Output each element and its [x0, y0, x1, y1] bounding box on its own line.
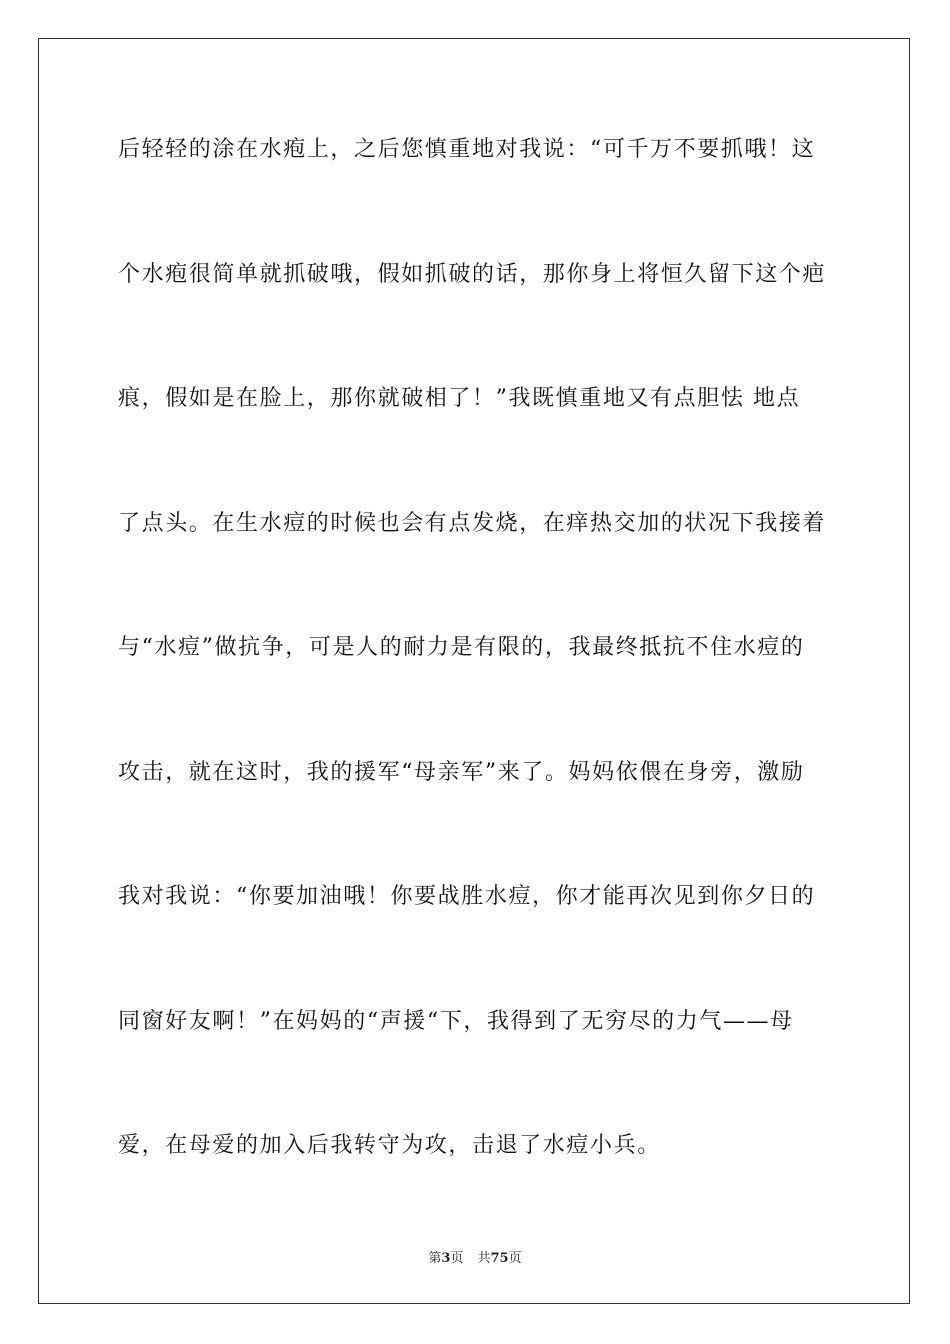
- total-prefix: 共: [477, 1251, 491, 1266]
- text-line: 我对我说：“你要加油哦！你要战胜水痘，你才能再次见到你夕日的: [118, 884, 816, 909]
- text-line: 痕，假如是在脸上，那你就破相了！”我既慎重地又有点胆怯 地点: [118, 386, 801, 411]
- page-suffix: 页: [450, 1251, 464, 1266]
- page-prefix: 第: [428, 1251, 442, 1266]
- total-pages: 75: [490, 1251, 509, 1266]
- text-line: 后轻轻的涂在水疱上，之后您慎重地对我说：“可千万不要抓哦！这: [118, 137, 816, 162]
- page-footer: [0, 1247, 950, 1266]
- text-line: 与“水痘”做抗争，可是人的耐力是有限的，我最终抵抗不住水痘的: [118, 635, 805, 660]
- text-line: 同窗好友啊！”在妈妈的“声援“下，我得到了无穷尽的力气——母: [118, 1008, 794, 1034]
- document-body: [118, 130, 834, 1251]
- text-line: 爱，在母爱的加入后我转守为攻，击退了水痘小兵。: [118, 1133, 661, 1158]
- page-number: 3: [441, 1251, 451, 1266]
- total-suffix: 页: [508, 1251, 522, 1266]
- text-line: 攻击，就在这时，我的援军“母亲军”来了。妈妈依偎在身旁，激励: [118, 759, 805, 785]
- text-line: 了点头。在生水痘的时候也会有点发烧，在痒热交加的状况下我接着: [118, 510, 827, 536]
- text-line: 个水疱很简单就抓破哦，假如抓破的话，那你身上将恒久留下这个疤: [118, 261, 827, 287]
